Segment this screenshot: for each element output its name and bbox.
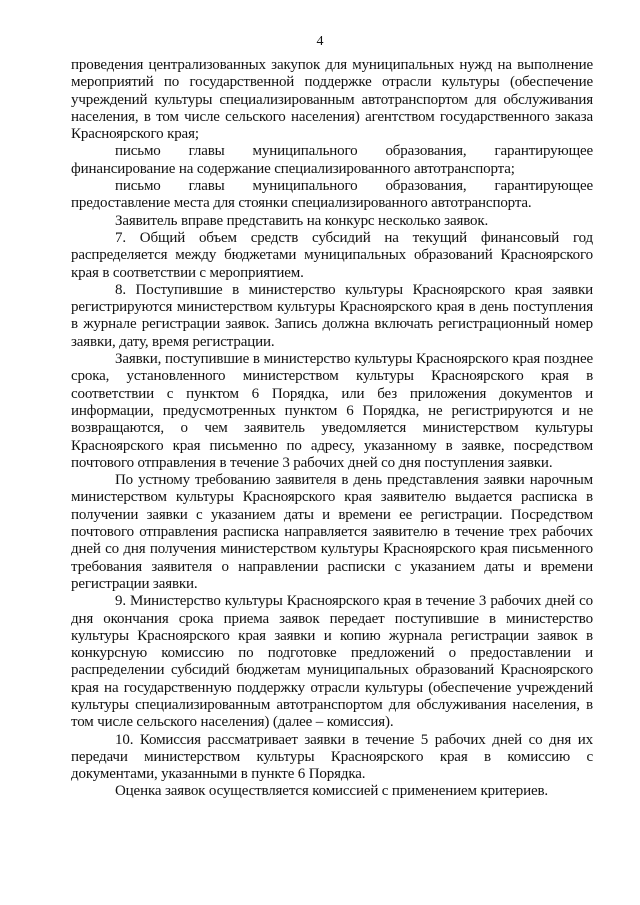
paragraph-multiple-applications: Заявитель вправе представить на конкурс несколько заявок. (115, 212, 489, 229)
paragraph-clause-9: 9. Министерство культуры Красноярского края в течение 3 рабочих дней со дня окончания срока приема заявок передает поступившие в министерство культуры Красноярского края заявки и копию журнала регистрации заявок в конкурсную комиссию по подготовке предложений о предоставлении и распределении субсидий бюджетам муниципальных образований Красноярского края на государственную поддержку отрасли культуры (обеспечение учреждений культуры специализированным автотранспортом для обслуживания населения, в том числе сельского населения) (далее – комиссия). (71, 593, 593, 731)
document-body (71, 57, 593, 801)
paragraph-clause-8: 8. Поступившие в министерство культуры Красноярского края заявки регистрируются министерством культуры Красноярского края в день поступления в журнале регистрации заявок. Запись должна включать регистрационный номер заявки, дату, время регистрации. (71, 281, 593, 350)
paragraph-procurement-continuation: проведения централизованных закупок для муниципальных нужд на выполнение мероприятий по государственной поддержке отрасли культуры (обеспечение учреждений культуры специализированным автотранспортом для обслуживания населения, в том числе сельского населения) агентством государственного заказа Красноярского края; (71, 57, 593, 143)
paragraph-clause-10: 10. Комиссия рассматривает заявки в течение 5 рабочих дней со дня их передачи министерством культуры Красноярского края в комиссию с документами, указанными в пункте 6 Порядка. (71, 731, 593, 783)
paragraph-letter-parking: письмо главы муниципального образования, гарантирующее предоставление места для стоянки специализированного автотранспорта. (71, 178, 593, 212)
paragraph-letter-financing: письмо главы муниципального образования, гарантирующее финансирование на содержание специализированного автотранспорта; (71, 143, 593, 177)
paragraph-receipt: По устному требованию заявителя в день представления заявки нарочным министерством культуры Красноярского края заявителю выдается расписка в получении заявки с указанием даты и времени ее регистрации. Посредством почтового отправления расписка направляется заявителю в течение трех рабочих дней со дня получения министерством культуры Красноярского края письменного требования заявителя о направлении расписки с указанием даты и времени регистрации заявки. (71, 472, 593, 592)
page-number: 4 (316, 34, 324, 49)
paragraph-clause-7: 7. Общий объем средств субсидий на текущий финансовый год распределяется между бюджетами муниципальных образований Красноярского края в соответствии с мероприятием. (71, 229, 593, 281)
paragraph-late-applications: Заявки, поступившие в министерство культуры Красноярского края позднее срока, установленного министерством культуры Красноярского края в соответствии с пунктом 6 Порядка, или без приложения документов и информации, предусмотренных пунктом 6 Порядка, не регистрируются и не возвращаются, о чем заявитель уведомляется министерством культуры Красноярского края письменно по адресу, указанному в заявке, посредством почтового отправления в течение 3 рабочих дней со дня поступления заявки. (71, 351, 593, 471)
paragraph-evaluation: Оценка заявок осуществляется комиссией с применением критериев. (115, 783, 548, 800)
